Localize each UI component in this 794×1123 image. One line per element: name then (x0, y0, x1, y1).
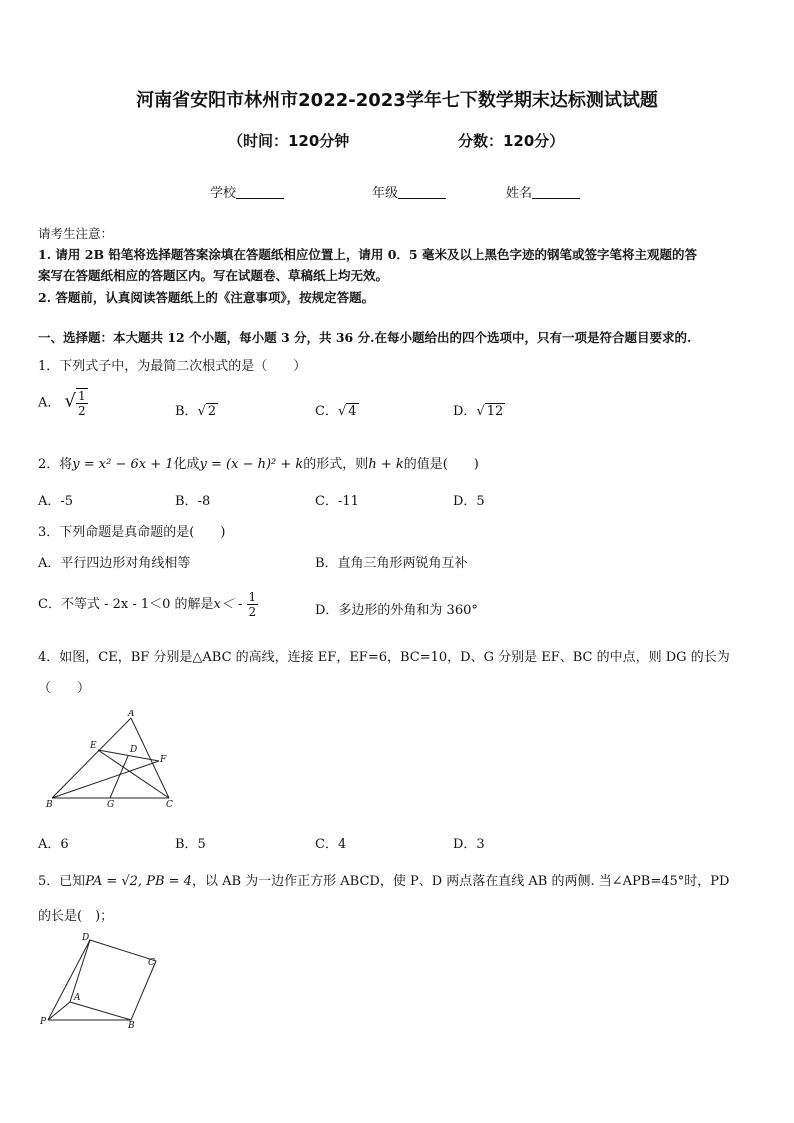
page-title: 河南省安阳市林州市2022-2023学年七下数学期末达标测试试题 (136, 90, 658, 111)
q2-option-b[interactable]: B．-8 (175, 494, 211, 509)
notice-line-1: 1. 请用 2B 铅笔将选择题答案涂填在答题纸相应位置上，请用 0．5 毫米及以上黑色字迹的钢笔或签字笔将主观题的答 (38, 247, 697, 262)
q3-option-a[interactable]: A．平行四边形对角线相等 (38, 556, 191, 571)
q4-stem-line-2: （ ） (38, 681, 91, 696)
q2-option-d[interactable]: D．5 (453, 494, 485, 509)
radical-icon: √ (337, 404, 347, 419)
q1-stem: 1．下列式子中，为最简二次根式的是（ ） (38, 359, 307, 374)
q5-stem-line-2: 的长是( )； (38, 909, 114, 924)
q3-option-b[interactable]: B．直角三角形两锐角互补 (315, 556, 468, 571)
notice-line-2: 案写在答题纸相应的答题区内。写在试题卷、草稿纸上均无效。 (38, 268, 389, 283)
grade-field: 年级 (372, 182, 446, 201)
q4-label-e: E (90, 741, 97, 751)
q5-stem-line-1: 5．已知PA = √2, PB = 4，以 AB 为一边作正方形 ABCD，使 P、D 两点落在直线 AB 的两侧. 当∠APB=45°时，PD (38, 874, 730, 889)
q4-option-c[interactable]: C．4 (315, 837, 347, 852)
radical-icon: √ (476, 404, 485, 419)
q5-square-figure (36, 928, 166, 1033)
q1-option-a[interactable]: A． √ $\frac{1}{2}$ (38, 389, 86, 418)
q4-label-a: A (128, 710, 135, 719)
exam-time: （时间：120分钟 (228, 132, 350, 150)
q5-label-p: P (40, 1017, 47, 1027)
q3-stem: 3．下列命题是真命题的是( ) (38, 525, 226, 540)
q2-stem: 2．将y = x² − 6x + 1化成y = (x − h)² + k的形式，则h + k的值是( ) (38, 457, 479, 472)
q2-option-c[interactable]: C．-11 (315, 494, 359, 509)
name-field: 姓名 (506, 182, 580, 201)
notice-line-3: 2. 答题前，认真阅读答题纸上的《注意事项》，按规定答题。 (38, 290, 375, 305)
q2-option-a[interactable]: A．-5 (38, 494, 74, 509)
name-blank[interactable] (532, 186, 580, 199)
q4-option-d[interactable]: D．3 (453, 837, 485, 852)
q1-option-d[interactable]: D．√ 12 (453, 404, 504, 419)
q4-label-b: B (46, 800, 53, 810)
q4-stem-line-1: 4．如图，CE，BF 分别是△ABC 的高线，连接 EF，EF=6，BC=10，D、G 分别是 EF、BC 的中点，则 DG 的长为 (38, 650, 730, 665)
q4-option-b[interactable]: B．5 (175, 837, 206, 852)
radical-icon: √ (197, 404, 206, 419)
q5-label-a: A (74, 993, 81, 1003)
q4-label-f: F (160, 755, 167, 765)
exam-score: 分数：120分） (458, 132, 565, 150)
q3-option-d[interactable]: D．多边形的外角和为 360° (315, 603, 478, 618)
q4-label-c: C (166, 800, 173, 810)
q1-option-b[interactable]: B．√ 2 (175, 404, 217, 419)
q4-option-a[interactable]: A．6 (38, 837, 69, 852)
q5-label-d: D (82, 933, 90, 943)
q4-triangle-figure (42, 710, 182, 810)
q4-label-d: D (130, 745, 138, 755)
school-field: 学校 (210, 182, 284, 201)
section-heading: 一、选择题：本大题共 12 个小题，每小题 3 分，共 36 分.在每小题给出的四个选项中，只有一项是符合题目要求的. (38, 330, 692, 345)
q1-option-c[interactable]: C．√ 4 (315, 404, 357, 419)
q3-option-c[interactable]: C．不等式 - 2x - 1＜0 的解是x＜ - $\frac{1}{2}$ (38, 590, 257, 619)
grade-blank[interactable] (398, 186, 446, 199)
school-blank[interactable] (236, 186, 284, 199)
q5-label-c: C (148, 958, 155, 968)
notice-heading: 请考生注意： (38, 226, 114, 241)
q4-label-g: G (107, 800, 115, 810)
q5-label-b: B (128, 1021, 135, 1031)
radical-icon: √ (64, 390, 77, 412)
